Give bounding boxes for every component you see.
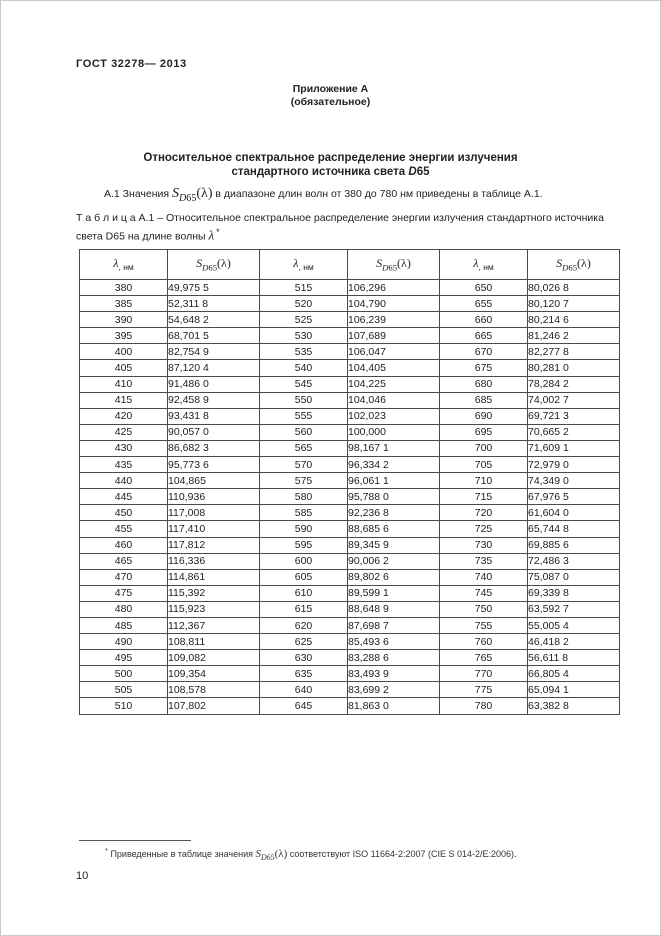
spd-value-cell: 83,493 9: [348, 666, 440, 682]
table-row: [80, 312, 620, 328]
wavelength-cell: 775: [440, 682, 528, 698]
wavelength-cell: 420: [80, 408, 168, 424]
table-row: [80, 489, 620, 505]
page-number: 10: [76, 870, 89, 882]
wavelength-cell: 575: [260, 473, 348, 489]
spd-value-cell: 116,336: [168, 553, 260, 569]
math-s: S: [255, 848, 261, 860]
spd-value-cell: 65,744 8: [528, 521, 620, 537]
wavelength-cell: 720: [440, 505, 528, 521]
spd-value-cell: 74,349 0: [528, 473, 620, 489]
spd-value-cell: 90,057 0: [168, 424, 260, 440]
wavelength-cell: 735: [440, 553, 528, 569]
table-row: [80, 408, 620, 424]
spd-value-cell: 108,578: [168, 682, 260, 698]
math-subscript: [261, 853, 275, 862]
document-number: ГОСТ 32278— 2013: [76, 58, 187, 70]
math-sub-num: 65: [208, 262, 218, 273]
spd-value-cell: 90,006 2: [348, 553, 440, 569]
wavelength-unit: , нм: [298, 262, 314, 273]
spd-value-cell: 63,592 7: [528, 601, 620, 617]
lambda-symbol: [209, 227, 215, 242]
wavelength-cell: 480: [80, 601, 168, 617]
intro-text-before: А.1 Значения: [104, 188, 170, 200]
wavelength-cell: 400: [80, 344, 168, 360]
spd-value-cell: 114,861: [168, 569, 260, 585]
spd-value-cell: 80,281 0: [528, 360, 620, 376]
spd-value-cell: 92,458 9: [168, 392, 260, 408]
table-row: [80, 280, 620, 296]
wavelength-cell: 540: [260, 360, 348, 376]
wavelength-cell: 625: [260, 634, 348, 650]
spd-value-cell: 80,214 6: [528, 312, 620, 328]
table-row: [80, 473, 620, 489]
table-row: [80, 328, 620, 344]
d65-number: 65: [416, 166, 430, 178]
spd-value-cell: 100,000: [348, 424, 440, 440]
wavelength-cell: 545: [260, 376, 348, 392]
math-subscript: [179, 193, 196, 204]
table-row: [80, 440, 620, 456]
spd-value-cell: 81,246 2: [528, 328, 620, 344]
intro-paragraph: [76, 186, 615, 207]
wavelength-unit: , нм: [478, 262, 494, 273]
wavelength-cell: 595: [260, 537, 348, 553]
wavelength-cell: 585: [260, 505, 348, 521]
table-row: [80, 537, 620, 553]
appendix-title: Приложение А: [292, 83, 369, 95]
wavelength-cell: 515: [260, 280, 348, 296]
spd-column-header: [348, 250, 440, 280]
spd-value-cell: 117,410: [168, 521, 260, 537]
math-arg: (λ): [274, 848, 288, 860]
math-sub-d: D: [179, 192, 187, 204]
wavelength-cell: 530: [260, 328, 348, 344]
wavelength-cell: 500: [80, 666, 168, 682]
wavelength-cell: 610: [260, 585, 348, 601]
wavelength-column-header: [440, 250, 528, 280]
wavelength-cell: 490: [80, 634, 168, 650]
math-lambda: λ: [473, 256, 479, 271]
wavelength-cell: 525: [260, 312, 348, 328]
wavelength-cell: 680: [440, 376, 528, 392]
spd-value-cell: 107,802: [168, 698, 260, 714]
wavelength-cell: 485: [80, 617, 168, 633]
wavelength-cell: 450: [80, 505, 168, 521]
math-s: S: [376, 256, 383, 271]
math-arg: (λ): [397, 256, 411, 271]
wavelength-cell: 615: [260, 601, 348, 617]
spd-value-cell: 115,392: [168, 585, 260, 601]
wavelength-cell: 660: [440, 312, 528, 328]
spd-value-cell: 69,339 8: [528, 585, 620, 601]
spd-value-cell: 52,311 8: [168, 296, 260, 312]
wavelength-cell: 770: [440, 666, 528, 682]
spd-value-cell: 72,486 3: [528, 553, 620, 569]
wavelength-cell: 385: [80, 296, 168, 312]
wavelength-cell: 475: [80, 585, 168, 601]
spd-value-cell: 86,682 3: [168, 440, 260, 456]
wavelength-cell: 415: [80, 392, 168, 408]
spd-value-cell: 74,002 7: [528, 392, 620, 408]
spd-value-cell: 96,334 2: [348, 457, 440, 473]
wavelength-cell: 380: [80, 280, 168, 296]
spd-value-cell: 80,120 7: [528, 296, 620, 312]
wavelength-cell: 580: [260, 489, 348, 505]
wavelength-cell: 565: [260, 440, 348, 456]
wavelength-cell: 550: [260, 392, 348, 408]
wavelength-column-header: [80, 250, 168, 280]
table-row: [80, 457, 620, 473]
spd-table: [79, 249, 620, 715]
spd-symbol: [172, 186, 213, 204]
spd-value-cell: 117,008: [168, 505, 260, 521]
footnote-text-after: соответствуют ISO 11664-2:2007 (CIE S 014-2/E:2006).: [289, 849, 517, 859]
wavelength-unit: , нм: [118, 262, 134, 273]
table-row: [80, 424, 620, 440]
page-title: [1, 151, 660, 179]
wavelength-cell: 410: [80, 376, 168, 392]
spd-value-cell: 104,225: [348, 376, 440, 392]
wavelength-cell: 635: [260, 666, 348, 682]
spd-value-cell: 109,354: [168, 666, 260, 682]
spd-value-cell: 109,082: [168, 650, 260, 666]
math-subscript: [202, 263, 217, 273]
spd-symbol: [196, 256, 231, 273]
table-row: [80, 521, 620, 537]
wavelength-cell: 605: [260, 569, 348, 585]
math-s: S: [196, 256, 203, 271]
table-row: [80, 553, 620, 569]
spd-value-cell: 95,788 0: [348, 489, 440, 505]
table-caption: [76, 212, 618, 244]
table-row: [80, 617, 620, 633]
spd-value-cell: 67,976 5: [528, 489, 620, 505]
wavelength-cell: 560: [260, 424, 348, 440]
math-arg: (λ): [217, 256, 231, 271]
math-lambda: λ: [293, 256, 299, 271]
wavelength-cell: 685: [440, 392, 528, 408]
spd-value-cell: 66,805 4: [528, 666, 620, 682]
spd-value-cell: 96,061 1: [348, 473, 440, 489]
table-caption-label: Т а б л и ц а А.1: [76, 212, 155, 224]
wavelength-cell: 705: [440, 457, 528, 473]
spd-value-cell: 78,284 2: [528, 376, 620, 392]
spd-symbol: [556, 256, 591, 273]
spd-value-cell: 69,885 6: [528, 537, 620, 553]
wavelength-cell: 745: [440, 585, 528, 601]
spd-value-cell: 115,923: [168, 601, 260, 617]
spd-value-cell: 88,685 6: [348, 521, 440, 537]
wavelength-cell: 570: [260, 457, 348, 473]
appendix-heading: [1, 83, 660, 109]
wavelength-cell: 710: [440, 473, 528, 489]
wavelength-cell: 425: [80, 424, 168, 440]
wavelength-cell: 645: [260, 698, 348, 714]
math-lambda: λ: [208, 227, 215, 242]
wavelength-cell: 620: [260, 617, 348, 633]
math-arg: (λ): [577, 256, 591, 271]
spd-value-cell: 82,754 9: [168, 344, 260, 360]
footnote-divider: [79, 840, 191, 841]
math-arg: (λ): [196, 186, 213, 201]
wavelength-cell: 430: [80, 440, 168, 456]
math-s: S: [556, 256, 563, 271]
spd-value-cell: 82,277 8: [528, 344, 620, 360]
spd-value-cell: 71,609 1: [528, 440, 620, 456]
table-row: [80, 376, 620, 392]
wavelength-cell: 715: [440, 489, 528, 505]
wavelength-cell: 535: [260, 344, 348, 360]
wavelength-cell: 665: [440, 328, 528, 344]
wavelength-cell: 695: [440, 424, 528, 440]
page-title-line2: [1, 165, 660, 179]
math-sub-d: D: [202, 262, 209, 273]
spd-table-body: [80, 280, 620, 715]
math-s: S: [172, 186, 180, 201]
page-title-line1: Относительное спектральное распределение энергии излучения: [143, 152, 518, 164]
intro-text-after: в диапазоне длин волн от 380 до 780 нм приведены в таблице А.1.: [215, 188, 543, 200]
wavelength-cell: 765: [440, 650, 528, 666]
wavelength-cell: 655: [440, 296, 528, 312]
spd-value-cell: 95,773 6: [168, 457, 260, 473]
spd-value-cell: 104,865: [168, 473, 260, 489]
spd-value-cell: 102,023: [348, 408, 440, 424]
d65-italic-d: D: [408, 166, 417, 178]
spd-value-cell: 85,493 6: [348, 634, 440, 650]
spd-value-cell: 107,689: [348, 328, 440, 344]
spd-value-cell: 88,648 9: [348, 601, 440, 617]
spd-value-cell: 92,236 8: [348, 505, 440, 521]
wavelength-cell: 465: [80, 553, 168, 569]
math-sub-num: 65: [568, 262, 578, 273]
wavelength-cell: 755: [440, 617, 528, 633]
wavelength-cell: 495: [80, 650, 168, 666]
footnote-text-before: Приведенные в таблице значения: [110, 849, 253, 859]
table-row: [80, 296, 620, 312]
spd-value-cell: 106,047: [348, 344, 440, 360]
wavelength-cell: 435: [80, 457, 168, 473]
spd-value-cell: 49,975 5: [168, 280, 260, 296]
table-row: [80, 682, 620, 698]
wavelength-cell: 740: [440, 569, 528, 585]
math-sub-d: D: [562, 262, 569, 273]
table-row: [80, 698, 620, 714]
spd-value-cell: 63,382 8: [528, 698, 620, 714]
spd-value-cell: 70,665 2: [528, 424, 620, 440]
spd-symbol: [376, 256, 411, 273]
table-row: [80, 392, 620, 408]
wavelength-cell: 445: [80, 489, 168, 505]
wavelength-cell: 730: [440, 537, 528, 553]
spd-value-cell: 55,005 4: [528, 617, 620, 633]
spd-column-header: [528, 250, 620, 280]
wavelength-cell: 505: [80, 682, 168, 698]
spd-value-cell: 91,486 0: [168, 376, 260, 392]
spd-value-cell: 106,296: [348, 280, 440, 296]
footnote-marker: *: [216, 226, 220, 237]
wavelength-cell: 780: [440, 698, 528, 714]
wavelength-cell: 520: [260, 296, 348, 312]
spd-value-cell: 89,802 6: [348, 569, 440, 585]
table-row: [80, 344, 620, 360]
wavelength-cell: 555: [260, 408, 348, 424]
table-row: [80, 601, 620, 617]
wavelength-cell: 670: [440, 344, 528, 360]
wavelength-cell: 460: [80, 537, 168, 553]
wavelength-cell: 630: [260, 650, 348, 666]
table-header: [80, 250, 620, 280]
appendix-subtitle: (обязательное): [290, 96, 371, 108]
table-row: [80, 650, 620, 666]
wavelength-cell: 700: [440, 440, 528, 456]
table-caption-dash: –: [157, 212, 164, 224]
math-subscript: [562, 263, 577, 273]
spd-value-cell: 80,026 8: [528, 280, 620, 296]
wavelength-cell: 390: [80, 312, 168, 328]
spd-value-cell: 106,239: [348, 312, 440, 328]
spd-value-cell: 98,167 1: [348, 440, 440, 456]
math-sub-num: 65: [266, 853, 275, 863]
wavelength-cell: 470: [80, 569, 168, 585]
spd-value-cell: 89,599 1: [348, 585, 440, 601]
spd-value-cell: 112,367: [168, 617, 260, 633]
math-sub-d: D: [382, 262, 389, 273]
wavelength-cell: 760: [440, 634, 528, 650]
spd-value-cell: 54,648 2: [168, 312, 260, 328]
table-row: [80, 585, 620, 601]
wavelength-cell: 675: [440, 360, 528, 376]
spd-value-cell: 87,698 7: [348, 617, 440, 633]
spd-value-cell: 61,604 0: [528, 505, 620, 521]
table-row: [80, 360, 620, 376]
spd-value-cell: 69,721 3: [528, 408, 620, 424]
spd-value-cell: 117,812: [168, 537, 260, 553]
spd-value-cell: 83,288 6: [348, 650, 440, 666]
spd-column-header: [168, 250, 260, 280]
wavelength-cell: 640: [260, 682, 348, 698]
math-subscript: [382, 263, 397, 273]
spd-value-cell: 108,811: [168, 634, 260, 650]
table-row: [80, 569, 620, 585]
spd-value-cell: 83,699 2: [348, 682, 440, 698]
wavelength-cell: 690: [440, 408, 528, 424]
wavelength-cell: 395: [80, 328, 168, 344]
spd-value-cell: 81,863 0: [348, 698, 440, 714]
footnote: [79, 844, 615, 865]
table-header-row: [80, 250, 620, 280]
wavelength-cell: 455: [80, 521, 168, 537]
footnote-marker: *: [105, 846, 108, 855]
table-row: [80, 634, 620, 650]
spd-value-cell: 72,979 0: [528, 457, 620, 473]
math-sub-num: 65: [388, 262, 398, 273]
spd-value-cell: 46,418 2: [528, 634, 620, 650]
wavelength-cell: 510: [80, 698, 168, 714]
spd-value-cell: 65,094 1: [528, 682, 620, 698]
wavelength-cell: 405: [80, 360, 168, 376]
spd-value-cell: 104,405: [348, 360, 440, 376]
spd-value-cell: 93,431 8: [168, 408, 260, 424]
spd-value-cell: 87,120 4: [168, 360, 260, 376]
wavelength-cell: 440: [80, 473, 168, 489]
spd-symbol: [255, 848, 288, 863]
table-row: [80, 505, 620, 521]
spd-value-cell: 89,345 9: [348, 537, 440, 553]
wavelength-cell: 725: [440, 521, 528, 537]
spd-value-cell: 56,611 8: [528, 650, 620, 666]
spd-value-cell: 104,046: [348, 392, 440, 408]
math-sub-num: 65: [186, 192, 197, 204]
spd-value-cell: 75,087 0: [528, 569, 620, 585]
math-lambda: λ: [113, 256, 119, 271]
spd-value-cell: 104,790: [348, 296, 440, 312]
spd-value-cell: 68,701 5: [168, 328, 260, 344]
table-caption-text: Относительное спектральное распределение энергии излучения стандартного источника света D65 на длине волны: [76, 212, 604, 242]
page-title-line2-text: стандартного источника света: [231, 166, 409, 178]
wavelength-cell: 590: [260, 521, 348, 537]
spd-value-cell: 110,936: [168, 489, 260, 505]
wavelength-cell: 650: [440, 280, 528, 296]
math-sub-d: D: [260, 853, 267, 863]
table-row: [80, 666, 620, 682]
wavelength-cell: 750: [440, 601, 528, 617]
wavelength-cell: 600: [260, 553, 348, 569]
wavelength-column-header: [260, 250, 348, 280]
